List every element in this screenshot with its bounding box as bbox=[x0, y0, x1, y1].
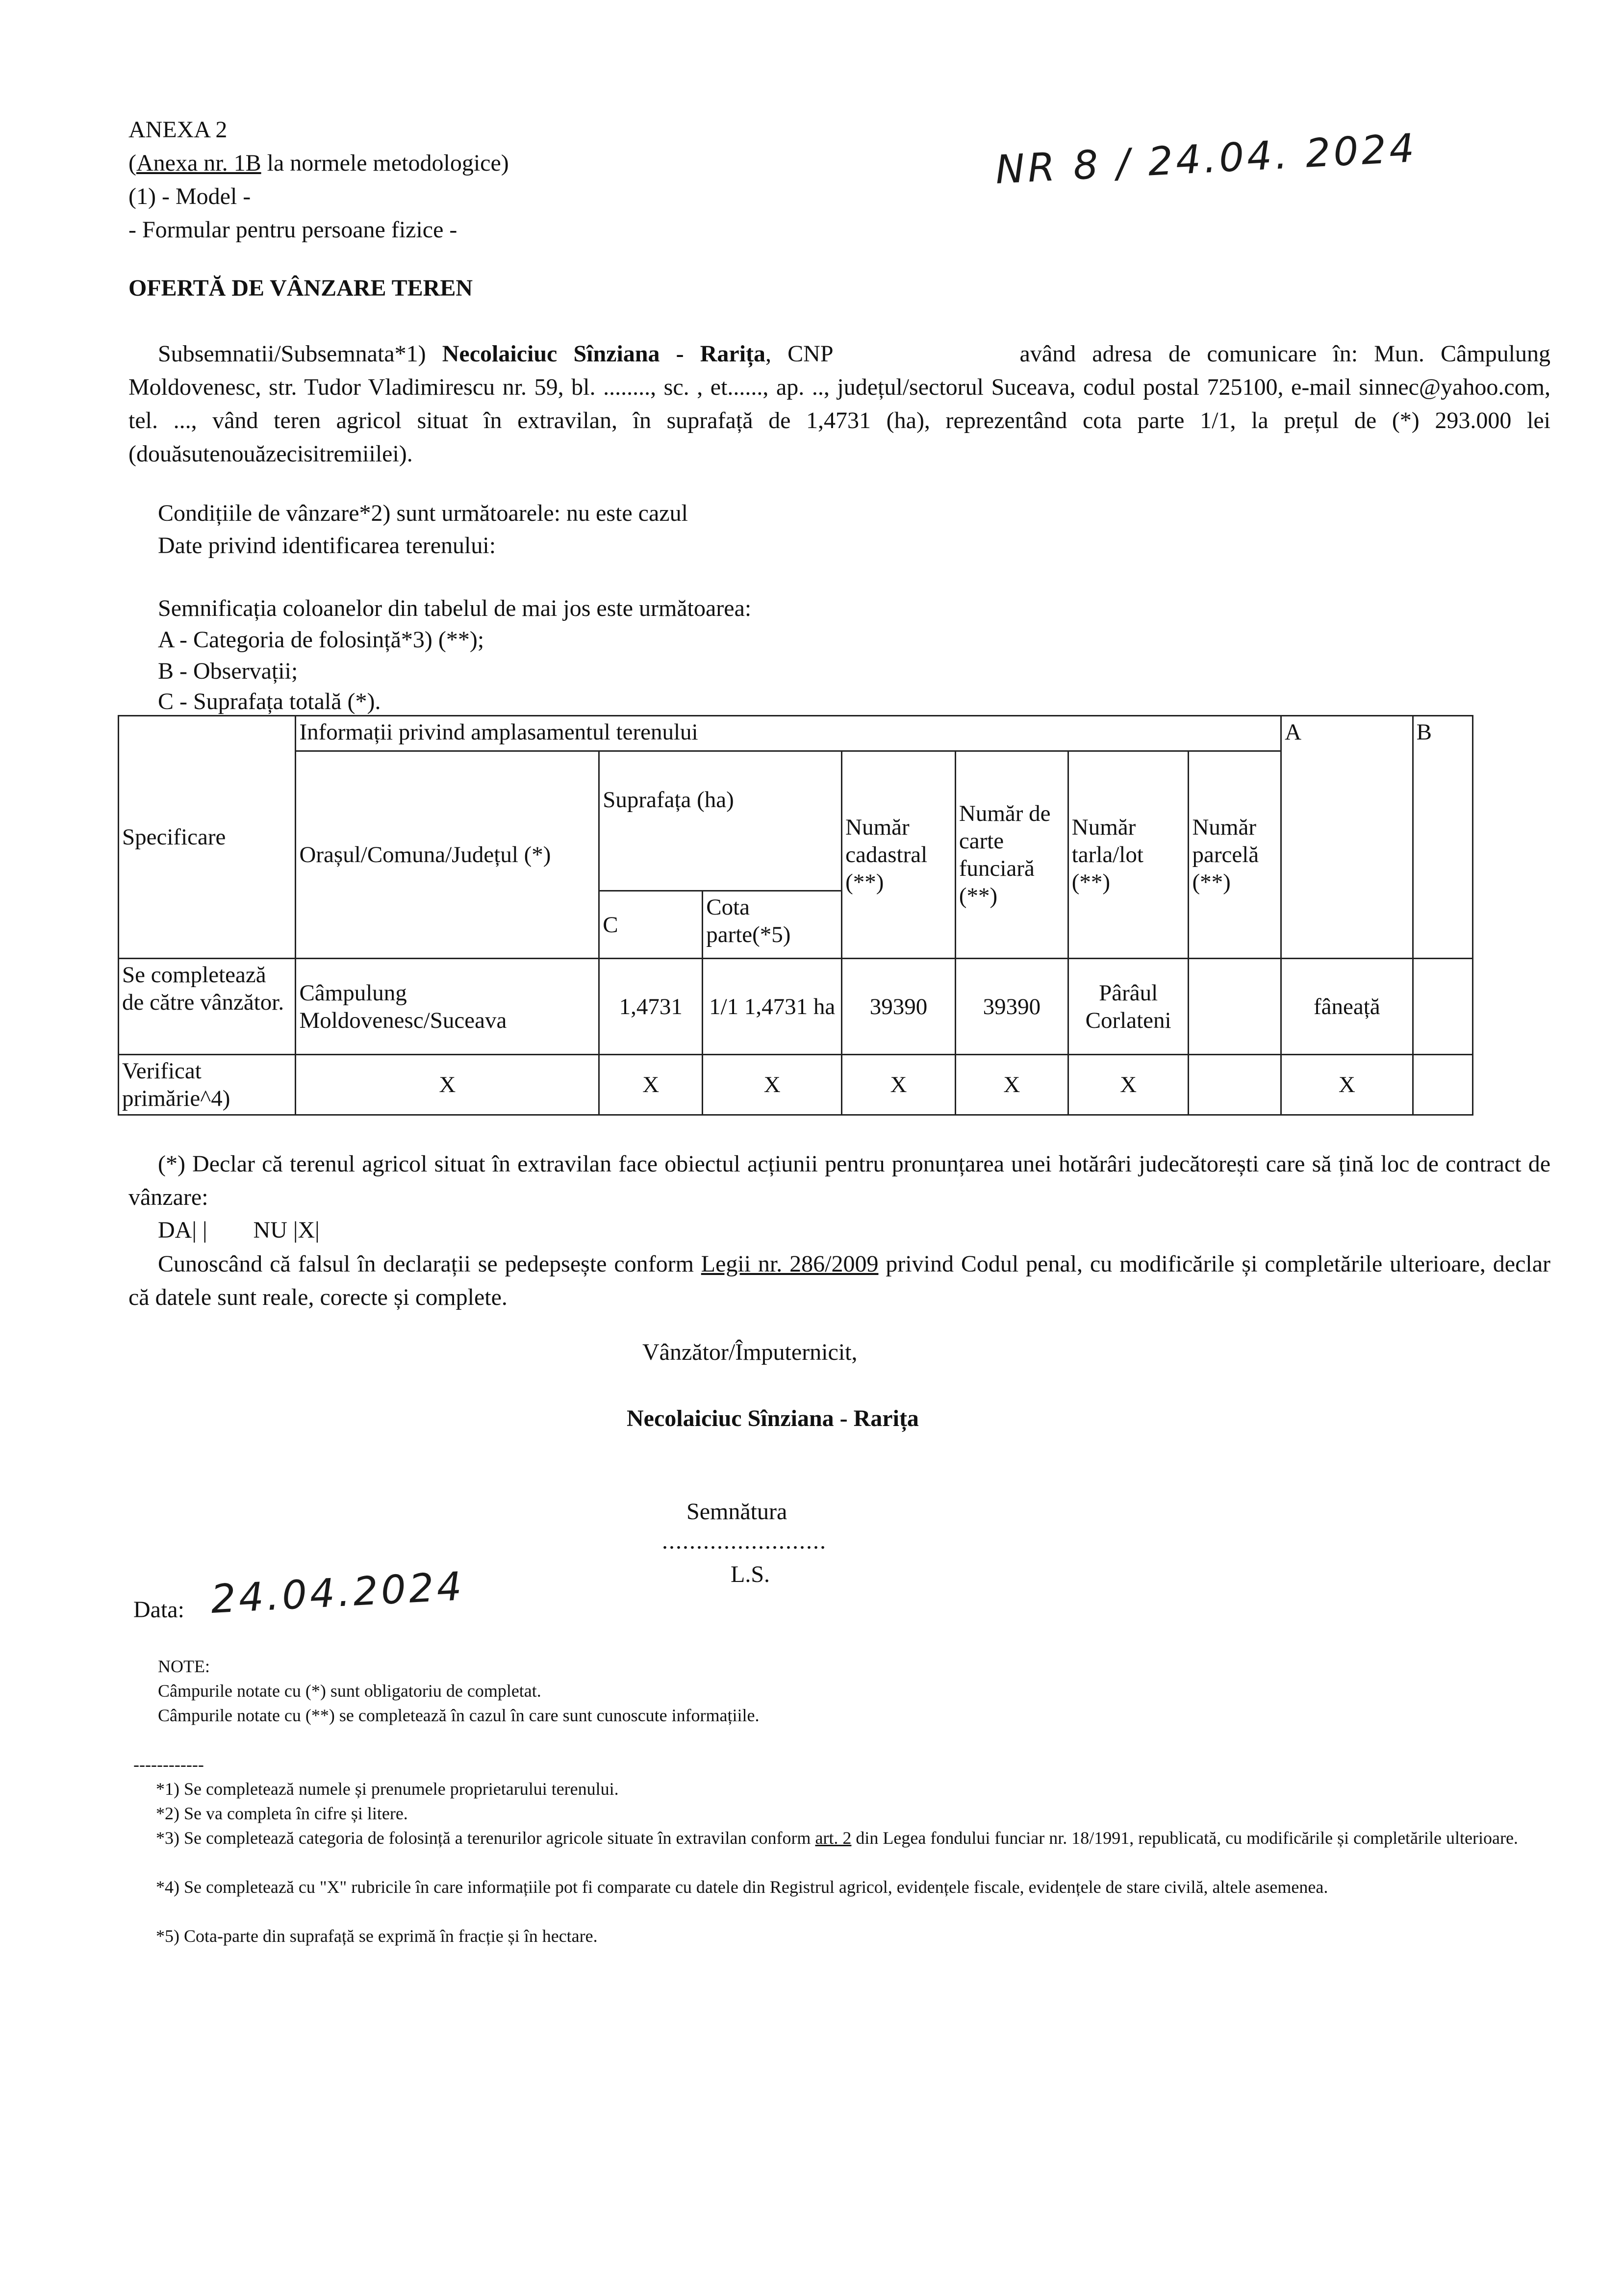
table-row bbox=[119, 959, 1473, 1055]
row1-parcela bbox=[1189, 959, 1281, 1055]
header-specificare: Specificare bbox=[119, 716, 296, 959]
row1-cota: 1/1 1,4731 ha bbox=[703, 959, 842, 1055]
form-type-label: - Formular pentru persoane fizice - bbox=[128, 217, 457, 243]
row1-tarla: Pârâul Corlateni bbox=[1068, 959, 1189, 1055]
footnote-5: *5) Cota-parte din suprafață se exprimă în fracție și în hectare. bbox=[156, 1926, 598, 1946]
intro-paragraph: Subsemnatii/Subsemnata*1) Necolaiciuc Sînziana - Rarița, CNP având adresa de comunicare în: Mun. Câmpulung Moldovenesc, str. Tudor Vladimirescu nr. 59, bl. ........, sc. , et......, ap. .., județul/sectorul Suceava, codul postal 725100, e-mail sinnec@yahoo.com, tel. ..., vând teren agricol situat în extravilan, în suprafață de 1,4731 (ha), reprezentând cota parte 1/1, la prețul de (*) 293.000 lei (douăsutenouăzecisitremiilei). bbox=[128, 341, 1550, 467]
header-b: B bbox=[1413, 716, 1472, 959]
row1-b bbox=[1413, 959, 1472, 1055]
date-label: Data: bbox=[133, 1597, 184, 1623]
row2-carte-funciara: X bbox=[955, 1055, 1068, 1115]
sale-conditions: Condițiile de vânzare*2) sunt următoarele: nu este cazul bbox=[158, 500, 688, 526]
handwritten-date: 24.04.2024 bbox=[209, 1563, 466, 1622]
row2-cota: X bbox=[703, 1055, 842, 1115]
declaration-paragraph: (*) Declar că terenul agricol situat în extravilan face obiectul acțiunii pentru pronunțarea unei hotărâri judecătorești care să țină loc de contract de vânzare: bbox=[128, 1151, 1550, 1210]
declaration-options bbox=[158, 1214, 320, 1247]
footnote-4: *4) Se completează cu "X" rubricile în care informațiile pot fi comparate cu datele din Registrul agricol, evidențele fiscale, evidențele de stare civilă, altele asemenea. bbox=[156, 1877, 1328, 1897]
row2-cadastral: X bbox=[842, 1055, 956, 1115]
row1-carte-funciara: 39390 bbox=[955, 959, 1068, 1055]
annex-reference-link[interactable]: Anexa nr. 1B bbox=[136, 150, 261, 176]
land-info-table bbox=[118, 715, 1473, 1116]
header-location-info: Informații privind amplasamentul terenului bbox=[296, 716, 1281, 751]
legend-b: B - Observații; bbox=[158, 658, 298, 684]
footnote-separator: ------------ bbox=[133, 1755, 204, 1774]
note-2: Câmpurile notate cu (**) se completează în cazul în care sunt cunoscute informațiile. bbox=[158, 1706, 760, 1725]
signer-name: Necolaiciuc Sînziana - Rarița bbox=[627, 1405, 919, 1431]
seller-name: Necolaiciuc Sînziana - Rarița bbox=[442, 341, 766, 367]
note-1: Câmpurile notate cu (*) sunt obligatoriu de completat. bbox=[158, 1681, 541, 1701]
document-title: OFERTĂ DE VÂNZARE TEREN bbox=[128, 275, 473, 301]
row1-cadastral: 39390 bbox=[842, 959, 956, 1055]
footnote-2: *2) Se va completa în cifre și litere. bbox=[156, 1804, 408, 1823]
footnote-1: *1) Se completează numele și prenumele proprietarului terenului. bbox=[156, 1779, 619, 1799]
header-suprafata: Suprafața (ha) bbox=[599, 751, 842, 891]
footnote-3: *3) Se completează categoria de folosință a terenurilor agricole situate în extravilan conform art. 2 din Legea fondului funciar nr. 18/1991, republicată, cu modificările și completările ulterioare. bbox=[156, 1828, 1518, 1848]
row1-spec: Se completează de către vânzător. bbox=[119, 959, 296, 1055]
signature-label: Semnătura bbox=[686, 1499, 787, 1525]
row2-tarla: X bbox=[1068, 1055, 1189, 1115]
table-row bbox=[119, 1055, 1473, 1115]
row2-oras: X bbox=[296, 1055, 599, 1115]
row2-parcela bbox=[1189, 1055, 1281, 1115]
header-oras: Orașul/Comuna/Județul (*) bbox=[296, 751, 599, 959]
row2-c: X bbox=[599, 1055, 703, 1115]
legend-intro: Semnificația coloanelor din tabelul de mai jos este următoarea: bbox=[158, 595, 752, 621]
signer-role: Vânzător/Împuternicit, bbox=[642, 1339, 858, 1365]
signature-line: ........................ bbox=[662, 1528, 827, 1554]
row2-b bbox=[1413, 1055, 1472, 1115]
header-tarla: Număr tarla/lot (**) bbox=[1068, 751, 1189, 959]
header-carte-funciara: Număr de carte funciară (**) bbox=[955, 751, 1068, 959]
row1-oras: Câmpulung Moldovenesc/Suceava bbox=[296, 959, 599, 1055]
header-cota: Cota parte(*5) bbox=[703, 891, 842, 959]
option-da: DA| | bbox=[158, 1217, 207, 1243]
row1-c: 1,4731 bbox=[599, 959, 703, 1055]
identification-label: Date privind identificarea terenului: bbox=[158, 533, 496, 559]
row1-a: fâneață bbox=[1281, 959, 1413, 1055]
false-declaration-paragraph: Cunoscând că falsul în declarații se pedepsește conform Legii nr. 286/2009 privind Codul penal, cu modificările și completările ulterioare, declar că datele sunt reale, corecte și complete. bbox=[128, 1251, 1551, 1310]
art-2-link[interactable]: art. 2 bbox=[815, 1828, 852, 1848]
annex-reference: (Anexa nr. 1B la normele metodologice) bbox=[128, 150, 509, 176]
option-nu: NU |X| bbox=[253, 1217, 320, 1243]
header-cadastral: Număr cadastral (**) bbox=[842, 751, 956, 959]
header-c: C bbox=[599, 891, 703, 959]
law-286-link[interactable]: Legii nr. 286/2009 bbox=[701, 1251, 879, 1277]
notes-title: NOTE: bbox=[158, 1656, 210, 1676]
annex-label: ANEXA 2 bbox=[128, 117, 228, 143]
legend-a: A - Categoria de folosință*3) (**); bbox=[158, 627, 484, 653]
header-parcela: Număr parcelă (**) bbox=[1189, 751, 1281, 959]
legend-c: C - Suprafața totală (*). bbox=[158, 688, 381, 714]
model-label: (1) - Model - bbox=[128, 183, 251, 209]
row2-spec: Verificat primărie^4) bbox=[119, 1055, 296, 1115]
header-a: A bbox=[1281, 716, 1413, 959]
handwritten-registration-number: NR 8 / 24.04. 2024 bbox=[994, 125, 1419, 193]
row2-a: X bbox=[1281, 1055, 1413, 1115]
seal-label: L.S. bbox=[731, 1561, 770, 1587]
